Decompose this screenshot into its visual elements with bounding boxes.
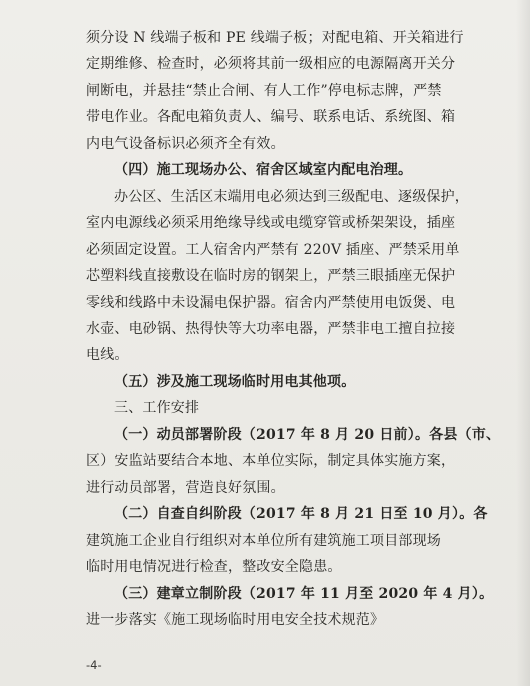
text-line: 室内电源线必须采用绝缘导线或电缆穿管或桥架架设，插座 (86, 215, 456, 231)
section-heading-4: （四）施工现场办公、宿舍区域室内配电治理。 (114, 162, 413, 178)
text-line: 必须固定设置。工人宿舍内严禁有 220V 插座、严禁采用单 (86, 242, 460, 258)
text-line: 内电气设备标识必须齐全有效。 (86, 136, 285, 152)
text-line: 进行动员部署，营造良好氛围。 (86, 480, 285, 496)
section-heading-5: （五）涉及施工现场临时用电其他项。 (114, 374, 356, 390)
phase-3-heading: （三）建章立制阶段（2017 年 11 月至 2020 年 4 月）。 (114, 586, 494, 602)
text-line: 电线。 (86, 347, 129, 363)
text-line: 临时用电情况进行检查，整改安全隐患。 (86, 559, 342, 575)
page-number: -4- (86, 658, 102, 672)
phase-2-heading: （二）自查自纠阶段（2017 年 8 月 21 日至 10 月）。各 (114, 506, 488, 522)
section-heading-work-plan: 三、工作安排 (114, 400, 200, 416)
phase-1-heading: （一）动员部署阶段（2017 年 8 月 20 日前）。各县（市、 (114, 427, 501, 443)
text-line: 办公区、生活区末端用电必须达到三级配电、逐级保护， (114, 189, 469, 205)
text-line: 建筑施工企业自行组织对本单位所有建筑施工项目部现场 (86, 533, 441, 549)
page-edge-shadow (516, 0, 530, 686)
text-line: 水壶、电砂锅、热得快等大功率电器，严禁非电工擅自拉接 (86, 321, 456, 337)
text-line: 进一步落实《施工现场临时用电安全技术规范》 (86, 612, 385, 628)
text-line: 须分设 N 线端子板和 PE 线端子板；对配电箱、开关箱进行 (86, 30, 464, 46)
text-line: 闸断电，并悬挂“禁止合闸、有人工作”停电标志牌，严禁 (86, 83, 442, 99)
text-line: 区）安监站要结合本地、本单位实际，制定具体实施方案， (86, 453, 456, 469)
text-line: 零线和线路中未设漏电保护器。宿舍内严禁使用电饭煲、电 (86, 295, 456, 311)
text-line: 带电作业。各配电箱负责人、编号、联系电话、系统图、箱 (86, 109, 456, 125)
text-line: 芯塑料线直接敷设在临时房的钢架上，严禁三眼插座无保护 (86, 268, 456, 284)
text-line: 定期维修、检查时，必须将其前一级相应的电源隔离开关分 (86, 56, 456, 72)
